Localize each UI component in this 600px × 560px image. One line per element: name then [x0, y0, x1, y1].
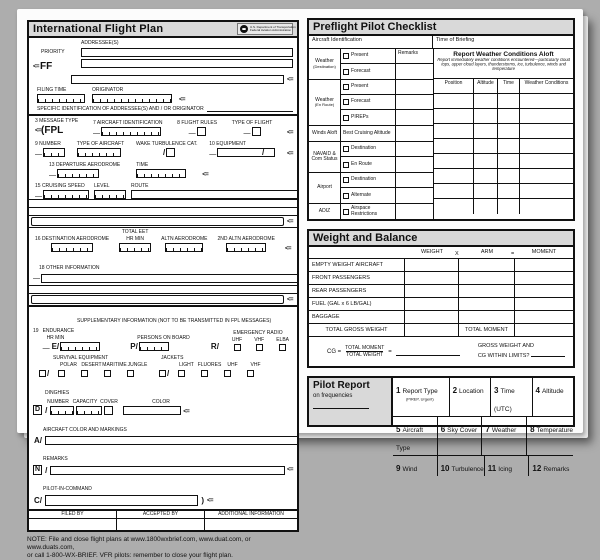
originator-label: ORIGINATOR — [92, 87, 124, 93]
remarks-cell[interactable] — [396, 95, 433, 109]
other-info-label: 18 OTHER INFORMATION — [39, 265, 100, 271]
wb-row: BAGGAGE — [309, 311, 573, 324]
weight-balance-title: Weight and Balance — [309, 231, 573, 247]
arm-cell[interactable] — [459, 285, 515, 297]
total-weight-cell[interactable] — [405, 324, 459, 336]
dinghies-number-field[interactable] — [50, 406, 74, 415]
remarks-cell[interactable] — [396, 80, 433, 94]
remarks-column-label: Remarks — [398, 50, 419, 56]
moment-cell[interactable] — [515, 298, 573, 310]
col-equals: = — [511, 251, 515, 257]
type-of-aircraft-field[interactable] — [77, 148, 121, 157]
fluores-checkbox[interactable] — [201, 370, 208, 377]
dinghies-label: DINGHIES — [45, 390, 70, 396]
col-weight: WEIGHT — [421, 249, 443, 255]
endurance-field[interactable] — [60, 342, 100, 351]
time-label: TIME — [136, 162, 149, 168]
total-eet-field[interactable] — [119, 243, 151, 252]
uhf-label: UHF — [231, 337, 243, 343]
route-continuation-box[interactable] — [31, 217, 284, 226]
aloft-data-row[interactable] — [434, 79, 573, 94]
type-of-aircraft-label: TYPE OF AIRCRAFT — [76, 141, 125, 147]
weight-cell[interactable] — [405, 285, 459, 297]
specific-id-label: SPECIFIC IDENTIFICATION OF ADDRESSEE(S) AND / OR ORIGINATOR — [37, 106, 204, 112]
fluores-label: FLUORES — [197, 362, 222, 368]
col-time: Time — [498, 79, 520, 86]
total-gross-weight-label: TOTAL GROSS WEIGHT — [309, 324, 405, 336]
aftn-arrow: <= — [286, 76, 293, 83]
weight-cell[interactable] — [405, 311, 459, 323]
total-eet-label: TOTAL EET — [121, 229, 149, 235]
checkbox[interactable] — [343, 84, 349, 90]
persons-label: PERSONS ON BOARD — [137, 335, 190, 341]
hr-min-label: HR MIN — [126, 236, 145, 242]
pr-cell: 8 Temperature — [530, 425, 574, 434]
maritime-label: MARITIME — [102, 362, 127, 368]
pr-cell: 12 Remarks — [532, 464, 570, 473]
type-of-flight-label: TYPE OF FLIGHT — [231, 120, 273, 126]
weather-aloft-panel — [433, 49, 573, 219]
frequencies-line[interactable] — [313, 408, 369, 409]
flight-rules-label: 8 FLIGHT RULES — [177, 120, 218, 126]
dinghies-capacity-field[interactable] — [76, 406, 102, 415]
altn2-label: 2ND ALTN AERODROME — [217, 236, 275, 242]
aircraft-color-label: AIRCRAFT COLOR AND MARKINGS — [43, 427, 127, 433]
aloft-data-row[interactable] — [434, 139, 573, 154]
checkbox[interactable] — [343, 177, 349, 183]
aftn-arrow: <= — [179, 97, 186, 103]
aloft-note: Report immediately weather conditions encountered—particularly cloud tops, upper cloud layers, thunderstorms, ice, turbulence, winds and temperature — [437, 58, 570, 72]
other-info-continuation-line[interactable] — [29, 285, 297, 293]
message-type-label: 3 MESSAGE TYPE — [35, 118, 79, 124]
col-position: Position — [434, 79, 474, 86]
route-label: ROUTE — [131, 183, 149, 189]
checkbox[interactable] — [343, 146, 349, 152]
pr-cell: 9 Wind — [393, 456, 438, 476]
remarks-field[interactable] — [50, 466, 285, 475]
jacket-vhf-checkbox[interactable] — [247, 370, 254, 377]
arm-cell[interactable] — [459, 298, 515, 310]
altn-label: ALTN AERODROME — [161, 236, 208, 242]
ff-prefix: FF — [40, 61, 53, 72]
moment-cell[interactable] — [515, 272, 573, 284]
pilot-report-title: Pilot Report — [313, 380, 370, 391]
survival-checkbox[interactable] — [39, 370, 46, 377]
dinghies-number-label: NUMBER — [47, 399, 69, 405]
remarks-cell[interactable] — [396, 126, 433, 141]
elba-label: ELBA — [276, 337, 289, 343]
aftn-arrow: <= — [286, 467, 293, 473]
dinghies-cover-checkbox[interactable] — [104, 406, 113, 415]
limits-answer-line[interactable] — [531, 351, 565, 357]
desert-label: DESERT — [81, 362, 102, 368]
pilot-report-subtitle: on frequencies — [313, 393, 353, 399]
wb-row: REAR PASSENGERS — [309, 285, 573, 298]
wake-turbulence-field[interactable] — [166, 148, 175, 157]
aftn-arrow: <= — [284, 246, 291, 252]
addressees-label: ADDRESSEE(S) — [81, 40, 119, 46]
jungle-checkbox[interactable] — [127, 370, 134, 377]
cruising-speed-label: 15 CRUISING SPEED — [35, 183, 85, 189]
survival-label: SURVIVAL EQUIPMENT — [53, 355, 109, 361]
vhf-label: VHF — [254, 337, 265, 343]
checkbox[interactable] — [343, 53, 349, 59]
flight-rules-field[interactable] — [197, 127, 206, 136]
altn2-field[interactable] — [226, 243, 266, 252]
dinghies-color-field[interactable] — [123, 406, 181, 415]
accepted-by-field[interactable] — [117, 519, 205, 530]
aftn-arrow: <= — [286, 218, 293, 225]
cg-fraction: TOTAL MOMENT TOTAL WEIGHT — [345, 345, 385, 358]
checklist-group-weather-enroute: Weather (En Route) Present Forecast PIREPs — [309, 80, 433, 126]
level-field[interactable] — [94, 190, 126, 199]
aloft-data-row[interactable] — [434, 109, 573, 124]
cruising-speed-field[interactable] — [43, 190, 89, 199]
aircraft-id-label: 7 AIRCRAFT IDENTIFICATION — [92, 120, 163, 126]
col-moment: MOMENT — [531, 249, 557, 255]
faa-logo-icon — [240, 25, 248, 33]
checkbox[interactable] — [343, 162, 349, 168]
checkbox[interactable] — [343, 115, 349, 121]
total-moment-label: TOTAL MOMENT — [459, 324, 515, 336]
pr-cell: 3 Time (UTC) — [491, 378, 532, 416]
supplementary-label: SUPPLEMENTARY INFORMATION (NOT TO BE TRANSMITTED IN FPL MESSAGES) — [77, 318, 272, 324]
p-prefix: P/ — [130, 342, 138, 351]
weight-balance-panel — [307, 229, 575, 368]
filed-by-field[interactable] — [29, 519, 117, 530]
pr-cell: 5 Aircraft Type — [393, 417, 438, 455]
aftn-arrow: <= — [286, 151, 293, 157]
checklist-group-airport: Airport Destination Alternate — [309, 173, 433, 204]
cg-equals: = — [388, 348, 392, 355]
aftn-arrow: <= — [202, 172, 209, 178]
number-field[interactable] — [43, 148, 65, 157]
jackets-label: JACKETS — [161, 355, 184, 361]
jackets-checkbox[interactable] — [159, 370, 166, 377]
weight-cell[interactable] — [405, 259, 459, 271]
faa-logo — [237, 23, 296, 35]
aloft-data-row[interactable] — [434, 154, 573, 169]
wb-row: FUEL (GAL x 6 LB/GAL) — [309, 298, 573, 311]
dinghies-cover-label: COVER — [100, 399, 118, 405]
remarks-cell[interactable] — [396, 64, 433, 79]
wb-row: FRONT PASSENGERS — [309, 272, 573, 285]
addressee-line-1[interactable] — [81, 48, 293, 57]
e-prefix: E/ — [51, 342, 60, 351]
checkbox[interactable] — [343, 69, 349, 75]
desert-checkbox[interactable] — [81, 370, 88, 377]
d-prefix: D — [35, 406, 41, 413]
filed-by-label: FILED BY — [29, 511, 117, 519]
jacket-vhf-label: VHF — [250, 362, 261, 368]
remarks-cell[interactable] — [396, 188, 433, 203]
col-x: X — [455, 251, 459, 257]
number-label: 9 NUMBER — [35, 141, 61, 147]
fpl-prefix: (FPL — [41, 125, 64, 136]
pr-cell: 6 Sky Cover — [438, 417, 483, 455]
arm-cell[interactable] — [459, 272, 515, 284]
light-checkbox[interactable] — [178, 370, 185, 377]
time-of-briefing-label: Time of Briefing — [436, 37, 475, 43]
aloft-data-row[interactable] — [434, 199, 573, 214]
jacket-uhf-checkbox[interactable] — [224, 370, 231, 377]
aftn-arrow: <= — [286, 296, 293, 303]
destination-field[interactable] — [51, 243, 93, 252]
aloft-data-row[interactable] — [434, 124, 573, 139]
addressee-line-3[interactable] — [71, 75, 284, 84]
checkbox[interactable] — [343, 99, 349, 105]
filing-time-field[interactable] — [37, 94, 85, 103]
c-prefix: C/ — [34, 496, 42, 505]
weight-cell[interactable] — [405, 272, 459, 284]
col-weather-conditions: Weather Conditions — [524, 79, 569, 86]
pilot-report-panel — [307, 376, 575, 473]
aircraft-color-field[interactable] — [45, 436, 297, 445]
jungle-label: JUNGLE — [127, 362, 148, 368]
addressee-line-2[interactable] — [81, 59, 293, 68]
checkbox[interactable] — [343, 193, 349, 199]
aircraft-identification-label: Aircraft Identification — [309, 36, 433, 48]
additional-info-field[interactable] — [205, 519, 297, 530]
flight-plan-form: International Flight Plan U.S. Department of Transportation Federal Aviation Administration PRIORITY <= FF ADDRESSEE(S) <= FILING TIME ORIGINATOR <= SPECIFIC IDENTIFICATION OF ADDRESSEE(S) AND / OR ORIGINATOR 3 MESSAGE TYPE <= (FPL 7 AIRCRAFT IDENTIFICATION — 8 FLIGHT RULES — TYPE OF FLIGHT — <= 9 NUMBER — TYPE OF AIRCRAFT WAKE TURBULENCE CAT. / 10 EQUIPMENT — / <= 13 DEPARTURE AERODROME — TIME <= 15 CRUISING SPEED — LEVEL ROUTE <= 16 DESTINATION AERODROME TOTAL EET HR MIN ALTN AERODROME 2ND ALTN AERODROME <= 18 OTHER INFORMATION — <= SUPPLEMENTARY INFORMATION (NOT TO BE TRANSMITTED IN FPL MESSAGES) 19 ENDURANCE HR MIN — E/ PERSONS ON BOARD P/ EMERGENCY RADIO R/ UHF VHF ELBA SURVIVAL EQUIPMENT POLAR DESERT MARITIME JUNGLE / JACKETS LIGHT FLUORES UHF VHF / DINGHIES NUMBER CAPACITY COVER COLOR D / <= AIRCRAFT COLOR AND MARKINGS A/ REMARKS N / <= PILOT-IN-COMMAND C/ ) <= FILED BY ACCEPTED BY ADDITIONAL INFORMATION — [27, 20, 299, 532]
endurance-label: ENDURANCE — [42, 328, 75, 334]
checklist-group-adiz: ADIZ Airspace Restrictions — [309, 204, 433, 219]
departure-time-field[interactable] — [136, 169, 186, 178]
destination-label: 16 DESTINATION AERODROME — [35, 236, 110, 242]
remarks-label: REMARKS — [43, 456, 68, 462]
cg-answer-line[interactable] — [396, 348, 460, 356]
remarks-cell[interactable] — [396, 204, 433, 219]
close-paren: ) — [201, 496, 204, 505]
remarks-cell[interactable] — [396, 173, 433, 187]
item19-label: 19 — [33, 328, 39, 334]
pic-field[interactable] — [45, 495, 198, 506]
radio-elba-checkbox[interactable] — [279, 344, 286, 351]
emergency-radio-label: EMERGENCY RADIO — [233, 330, 283, 336]
originator-field[interactable] — [92, 94, 172, 103]
altn-field[interactable] — [165, 243, 203, 252]
moment-cell[interactable] — [515, 259, 573, 271]
dinghies-capacity-label: CAPACITY — [72, 399, 98, 405]
pr-cell: 1 Report Type (PIREP, Urgent) — [393, 378, 450, 416]
col-altitude: Altitude — [474, 79, 498, 86]
other-info-field[interactable] — [41, 274, 297, 283]
total-moment-cell[interactable] — [515, 324, 573, 336]
remarks-cell[interactable] — [396, 157, 433, 172]
pr-cell: 7 Weather — [482, 417, 527, 455]
polar-checkbox[interactable] — [58, 370, 65, 377]
preflight-checklist-panel — [307, 18, 575, 221]
light-label: LIGHT — [179, 362, 194, 368]
accepted-by-label: ACCEPTED BY — [117, 511, 205, 519]
polar-label: POLAR — [60, 362, 77, 368]
pr-cell: 2 Location — [450, 378, 491, 416]
arm-cell[interactable] — [459, 259, 515, 271]
r-prefix: R/ — [210, 342, 219, 351]
aftn-arrow: <= — [35, 127, 42, 134]
limits-question: GROSS WEIGHT AND CG WITHIN LIMITS? — [478, 343, 565, 360]
n-prefix: N — [35, 466, 41, 473]
aftn-arrow: <= — [183, 409, 190, 415]
equipment-field[interactable]: / — [217, 148, 275, 157]
pr-cell: 10 Turbulence — [438, 456, 485, 476]
departure-field[interactable] — [57, 169, 99, 178]
level-label: LEVEL — [94, 183, 110, 189]
type-of-flight-field[interactable] — [252, 127, 261, 136]
weight-cell[interactable] — [405, 298, 459, 310]
endurance-hrmin-label: HR MIN — [46, 335, 65, 341]
checklist-group-navaid-com: NAVAID & Com Status Destination En Route — [309, 142, 433, 173]
wb-total-row — [309, 324, 573, 337]
additional-info-label: ADDITIONAL INFORMATION — [205, 511, 297, 519]
priority-label: PRIORITY — [41, 49, 65, 55]
cg-prefix: CG = — [327, 348, 342, 355]
dinghies-color-label: COLOR — [152, 399, 170, 405]
arm-cell[interactable] — [459, 311, 515, 323]
radio-uhf-checkbox[interactable] — [234, 344, 241, 351]
aloft-data-row[interactable] — [434, 94, 573, 109]
specific-id-line[interactable] — [207, 111, 293, 112]
wake-turbulence-label: WAKE TURBULENCE CAT. — [135, 141, 198, 147]
faa-agency-text: U.S. Department of Transportation Federal Aviation Administration — [250, 25, 296, 32]
checklist-group-winds-aloft: Winds Aloft Best Cruising Altitude — [309, 126, 433, 142]
moment-cell[interactable] — [515, 285, 573, 297]
checklist-title: Preflight Pilot Checklist — [309, 20, 573, 36]
paper-sheet — [17, 9, 583, 560]
radio-vhf-checkbox[interactable] — [256, 344, 263, 351]
remarks-cell[interactable] — [396, 142, 433, 156]
filing-time-label: FILING TIME — [37, 87, 67, 93]
remarks-cell[interactable] — [396, 110, 433, 125]
checklist-group-weather-destination: Weather (Destination) Present Remarks Forecast — [309, 49, 433, 80]
other-info-continuation-box[interactable] — [31, 295, 284, 304]
pr-cell: 11 Icing — [485, 456, 530, 476]
aircraft-id-field[interactable] — [101, 127, 161, 136]
aloft-data-row[interactable] — [434, 184, 573, 199]
flight-plan-header — [29, 22, 297, 38]
checkbox[interactable] — [343, 209, 349, 215]
departure-label: 13 DEPARTURE AERODROME — [49, 162, 121, 168]
footer-note: NOTE: File and close flight plans at www.1800wxbrief.com, www.duat.com, or www.duats.com, or call 1-800-WX-BRIEF. VFR pilots: remember to close your flight plan. — [27, 536, 251, 560]
col-arm: ARM — [480, 249, 494, 255]
jacket-uhf-label: UHF — [227, 362, 238, 368]
maritime-checkbox[interactable] — [104, 370, 111, 377]
pr-cell: 4 Altitude — [535, 386, 564, 395]
equipment-label: 10 EQUIPMENT — [209, 141, 246, 147]
aftn-arrow: <= — [286, 130, 293, 136]
moment-cell[interactable] — [515, 311, 573, 323]
a-prefix: A/ — [34, 436, 42, 445]
flight-plan-title: International Flight Plan — [33, 23, 164, 35]
route-continuation-line[interactable] — [29, 207, 297, 215]
route-field[interactable] — [131, 190, 297, 199]
aloft-title: Report Weather Conditions Aloft — [453, 51, 554, 58]
wb-row: EMPTY WEIGHT AIRCRAFT — [309, 259, 573, 272]
aftn-arrow: <= — [33, 63, 40, 70]
aftn-arrow: <= — [206, 497, 213, 504]
aloft-data-row[interactable] — [434, 169, 573, 184]
pic-label: PILOT-IN-COMMAND — [43, 486, 92, 492]
route-continuation-line[interactable] — [29, 199, 297, 207]
persons-field[interactable] — [139, 342, 169, 351]
